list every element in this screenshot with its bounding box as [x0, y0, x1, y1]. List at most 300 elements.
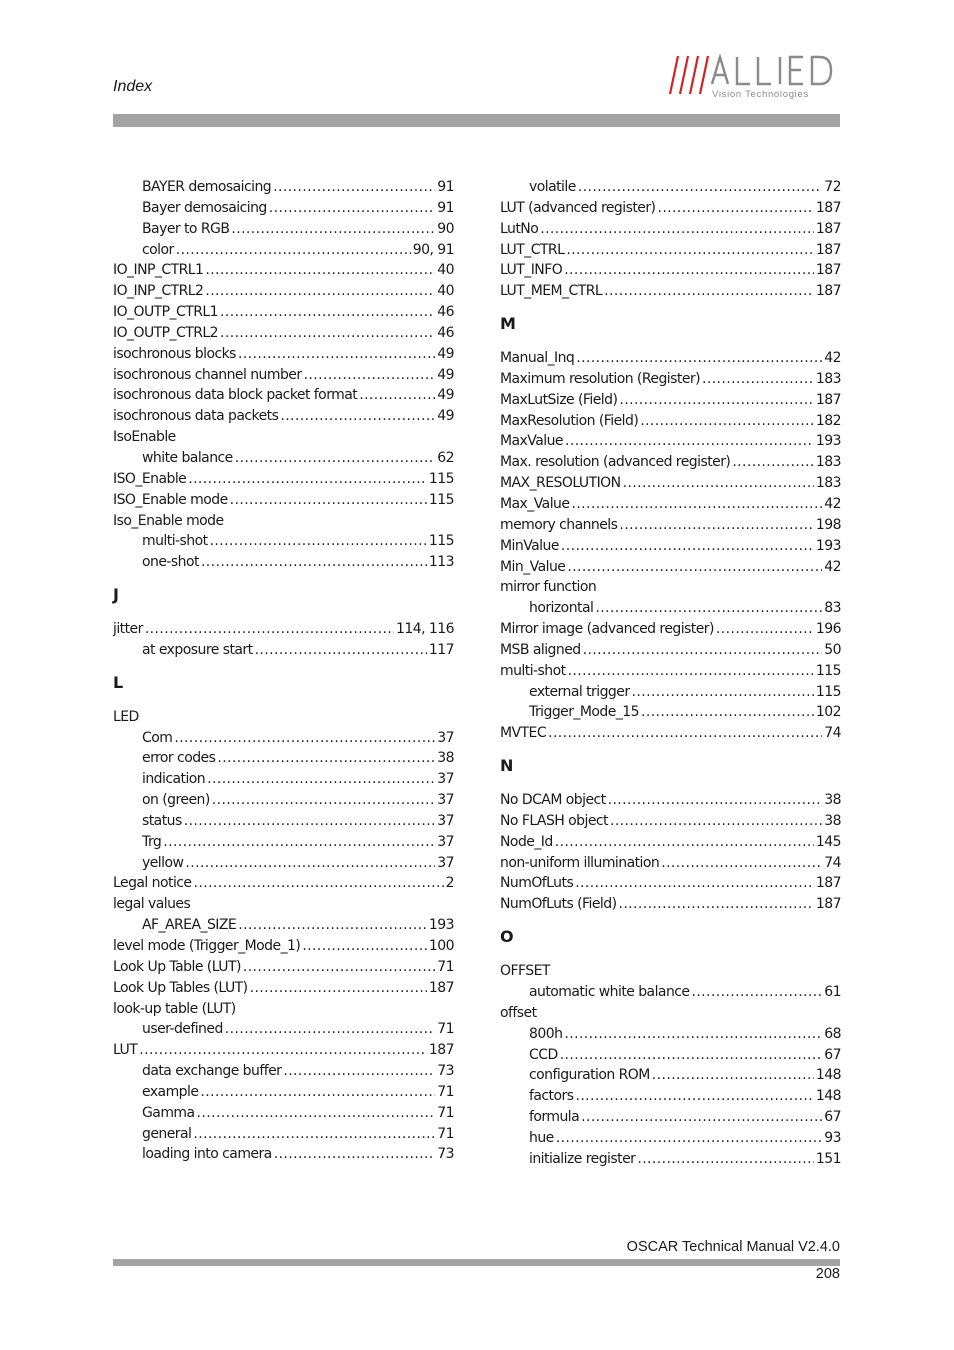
page-number: 208 [815, 1266, 840, 1282]
index-term: jitter [113, 621, 143, 638]
index-subentry [113, 1061, 454, 1082]
index-entry [500, 894, 841, 915]
page-reference-link[interactable]: 183 [815, 370, 841, 387]
dot-leader [220, 323, 435, 344]
page-reference-link[interactable]: 49 [437, 387, 454, 404]
running-header: Index [113, 78, 153, 95]
page-reference-link[interactable]: 90, 91 [412, 241, 454, 258]
index-term: formula [529, 1109, 580, 1126]
index-letter-heading: L [113, 672, 124, 692]
dot-leader [556, 1128, 823, 1149]
dot-leader [575, 1086, 813, 1107]
page-reference-link[interactable]: 193 [428, 917, 454, 934]
page-reference-link[interactable]: 46 [437, 324, 454, 341]
index-term: level mode (Trigger_Mode_1) [113, 938, 301, 954]
index-letter-heading: N [500, 756, 514, 776]
page-reference-link[interactable]: 74 [824, 725, 841, 742]
page-reference-link[interactable]: 72 [824, 179, 841, 195]
index-term: indication [142, 771, 206, 788]
index-entry [500, 619, 841, 640]
index-entry [500, 790, 841, 811]
page-reference-link[interactable]: 183 [815, 475, 841, 492]
index-term: isochronous data block packet format [113, 387, 358, 404]
index-entry [500, 494, 841, 515]
index-term: Bayer to RGB [142, 220, 230, 237]
dot-leader [576, 348, 822, 369]
dot-leader [255, 640, 427, 661]
page-reference-link[interactable]: 187 [815, 220, 841, 237]
index-subentry [113, 853, 454, 874]
page-reference-link[interactable]: 93 [824, 1129, 841, 1146]
index-term: error codes [142, 750, 216, 767]
dot-leader [176, 240, 411, 261]
index-entry [500, 873, 841, 894]
dot-leader [217, 748, 435, 769]
index-subentry [500, 1045, 841, 1066]
allied-logo [668, 54, 844, 102]
index-term: MaxResolution (Field) [500, 412, 639, 429]
index-subentry [113, 552, 454, 573]
page-reference-link[interactable]: 42 [824, 350, 841, 367]
page-reference-link[interactable]: 115 [815, 662, 841, 679]
page-reference-link[interactable]: 61 [824, 984, 841, 1000]
page-reference-link[interactable]: 37 [437, 833, 454, 850]
index-subentry [113, 531, 454, 552]
index-entry [113, 385, 454, 406]
index-entry [113, 469, 454, 490]
page-reference-link[interactable]: 49 [437, 366, 454, 383]
index-term: Iso_Enable mode [113, 512, 224, 529]
index-term: Max. resolution (advanced register) [500, 454, 731, 471]
index-term: mirror function [500, 579, 597, 596]
index-term: LUT [113, 1042, 138, 1059]
index-term: LED [113, 708, 139, 725]
index-term: on (green) [142, 792, 210, 809]
index-term: ISO_Enable mode [113, 491, 228, 508]
dot-leader [243, 957, 435, 978]
index-term: LUT_CTRL [500, 241, 565, 258]
page-reference-link[interactable]: 115 [428, 533, 454, 550]
index-entry [500, 348, 841, 369]
dot-leader [540, 219, 814, 240]
page-reference-link[interactable]: 187 [428, 979, 454, 996]
dot-leader [174, 728, 435, 749]
index-subentry [500, 682, 841, 703]
index-subentry [500, 1024, 841, 1045]
index-entry [500, 219, 841, 240]
dot-leader [555, 832, 814, 853]
index-term: OFFSET [500, 963, 550, 980]
dot-leader [637, 1149, 814, 1170]
index-term: example [142, 1083, 199, 1100]
dot-leader [145, 619, 394, 640]
dot-leader [604, 281, 814, 302]
index-entry [113, 707, 454, 728]
index-term: hue [529, 1129, 554, 1146]
index-entry [500, 640, 841, 661]
index-entry [500, 811, 841, 832]
index-subentry [113, 1124, 454, 1145]
index-term: MaxLutSize (Field) [500, 391, 618, 408]
dot-leader [641, 702, 814, 723]
index-entry [113, 957, 454, 978]
dot-leader [280, 406, 435, 427]
page-reference-link[interactable]: 49 [437, 345, 454, 362]
index-term: LUT (advanced register) [500, 199, 656, 216]
index-subentry [113, 832, 454, 853]
dot-leader [235, 448, 436, 469]
index-term: factors [529, 1088, 574, 1105]
page-reference-link[interactable]: 73 [437, 1063, 454, 1080]
page-reference-link[interactable]: 114, 116 [396, 621, 454, 638]
index-letter-heading: J [113, 585, 119, 605]
index-entry [500, 1003, 841, 1024]
page-reference-link[interactable]: 187 [815, 896, 841, 913]
index-entry [113, 281, 454, 302]
index-term: IsoEnable [113, 429, 176, 446]
index-term: memory channels [500, 516, 618, 533]
page-reference-link[interactable]: 67 [824, 1109, 841, 1126]
index-term: CCD [529, 1046, 558, 1063]
index-term: Bayer demosaicing [142, 199, 267, 216]
index-subentry [500, 982, 841, 1003]
index-subentry [113, 198, 454, 219]
dot-leader [618, 894, 813, 915]
index-entry [500, 260, 841, 281]
index-entry [500, 411, 841, 432]
dot-leader [623, 473, 814, 494]
index-term: isochronous data packets [113, 408, 279, 425]
page-reference-link[interactable]: 196 [815, 621, 841, 638]
index-entry [500, 281, 841, 302]
dot-leader [304, 365, 436, 386]
index-term: No DCAM object [500, 792, 606, 809]
index-term: white balance [142, 449, 233, 466]
dot-leader [583, 640, 823, 661]
index-term: automatic white balance [529, 984, 690, 1000]
dot-leader [193, 1124, 435, 1145]
index-term: at exposure start [142, 641, 253, 658]
index-term: volatile [529, 179, 576, 195]
page-reference-link[interactable]: 187 [815, 283, 841, 300]
page-reference-link[interactable]: 193 [815, 537, 841, 554]
index-entry [113, 936, 454, 957]
dot-leader [205, 281, 435, 302]
index-term: NumOfLuts (Field) [500, 896, 617, 913]
dot-leader [581, 1107, 822, 1128]
index-subentry [113, 640, 454, 661]
dot-leader [565, 431, 814, 452]
dot-leader [238, 344, 435, 365]
index-term: AF_AREA_SIZE [142, 917, 237, 934]
index-term: Com [142, 729, 173, 746]
index-subentry [113, 790, 454, 811]
dot-leader [269, 198, 436, 219]
dot-leader [716, 619, 814, 640]
index-entry [113, 427, 454, 448]
page-reference-link[interactable]: 50 [824, 641, 841, 658]
index-subentry [113, 1103, 454, 1124]
index-term: status [142, 812, 182, 829]
index-term: LUT_INFO [500, 262, 563, 279]
index-term: MAX_RESOLUTION [500, 475, 621, 492]
page-reference-link[interactable]: 187 [428, 1042, 454, 1059]
dot-leader [238, 915, 427, 936]
page-reference-link[interactable]: 117 [428, 641, 454, 658]
dot-leader [184, 811, 436, 832]
page-reference-link[interactable]: 102 [815, 704, 841, 721]
dot-leader [200, 1082, 435, 1103]
index-entry [113, 365, 454, 386]
page-reference-link[interactable]: 193 [815, 433, 841, 450]
index-term: multi-shot [142, 533, 208, 550]
dot-leader [194, 873, 444, 894]
dot-leader [274, 1144, 436, 1165]
index-subentry [113, 177, 454, 198]
dot-leader [359, 385, 435, 406]
index-term: multi-shot [500, 662, 566, 679]
index-subentry [113, 1019, 454, 1040]
index-term: isochronous blocks [113, 345, 236, 362]
page-reference-link[interactable]: 37 [437, 771, 454, 788]
index-subentry [113, 240, 454, 261]
page-reference-link[interactable]: 37 [437, 812, 454, 829]
index-term: one-shot [142, 554, 199, 571]
page-reference-link[interactable]: 71 [437, 1104, 454, 1121]
dot-leader [657, 198, 813, 219]
index-entry [113, 999, 454, 1020]
page-reference-link[interactable]: 40 [437, 283, 454, 300]
index-entry [500, 240, 841, 261]
page-reference-link[interactable]: 115 [428, 470, 454, 487]
page-reference-link[interactable]: 151 [815, 1150, 841, 1167]
index-term: No FLASH object [500, 812, 608, 829]
page-reference-link[interactable]: 113 [428, 554, 454, 571]
page-reference-link[interactable]: 62 [437, 449, 454, 466]
page-reference-link[interactable]: 74 [824, 854, 841, 871]
dot-leader [283, 1061, 435, 1082]
index-entry [500, 198, 841, 219]
dot-leader [205, 260, 435, 281]
index-column-left [113, 177, 454, 1165]
page-reference-link[interactable]: 91 [437, 179, 454, 195]
page-reference-link[interactable]: 187 [815, 241, 841, 258]
page-reference-link[interactable]: 148 [815, 1088, 841, 1105]
index-entry [113, 619, 454, 640]
index-term: 800h [529, 1025, 563, 1042]
page-reference-link[interactable]: 38 [824, 812, 841, 829]
index-term: Node_Id [500, 833, 553, 850]
page-reference-link[interactable]: 90 [437, 220, 454, 237]
index-term: offset [500, 1004, 537, 1021]
index-term: general [142, 1125, 192, 1142]
dot-leader [548, 723, 822, 744]
index-entry [500, 557, 841, 578]
page-reference-link[interactable]: 38 [824, 792, 841, 809]
page-reference-link[interactable]: 38 [437, 750, 454, 767]
index-term: MSB aligned [500, 641, 581, 658]
dot-leader [212, 790, 436, 811]
page-reference-link[interactable]: 187 [815, 875, 841, 892]
index-entry [500, 473, 841, 494]
page-reference-link[interactable]: 100 [428, 938, 454, 954]
dot-leader [273, 177, 435, 198]
index-term: MVTEC [500, 725, 547, 742]
page-reference-link[interactable]: 71 [437, 1021, 454, 1038]
index-term: horizontal [529, 600, 594, 617]
index-term: Trigger_Mode_15 [529, 704, 639, 721]
index-subentry [500, 1149, 841, 1170]
index-term: external trigger [529, 683, 630, 700]
index-entry [500, 390, 841, 411]
dot-leader [302, 936, 427, 957]
index-entry [500, 452, 841, 473]
index-letter-heading: M [500, 314, 516, 334]
index-term: data exchange buffer [142, 1063, 282, 1080]
index-entry [113, 894, 454, 915]
dot-leader [575, 873, 814, 894]
dot-leader [250, 978, 427, 999]
dot-leader [188, 469, 427, 490]
page-reference-link[interactable]: 148 [815, 1067, 841, 1084]
dot-leader [619, 515, 814, 536]
index-term: Mirror image (advanced register) [500, 621, 714, 638]
page-reference-link[interactable]: 73 [437, 1146, 454, 1163]
index-entry [113, 511, 454, 532]
index-entry [500, 431, 841, 452]
index-subentry [113, 448, 454, 469]
index-subentry [113, 915, 454, 936]
dot-leader [640, 411, 814, 432]
index-term: configuration ROM [529, 1067, 650, 1084]
dot-leader [732, 452, 814, 473]
index-entry [500, 723, 841, 744]
index-term: ISO_Enable [113, 470, 187, 487]
page-reference-link[interactable]: 49 [437, 408, 454, 425]
index-term: non-uniform illumination [500, 854, 660, 871]
page-reference-link[interactable]: 183 [815, 454, 841, 471]
dot-leader [632, 682, 814, 703]
index-entry [500, 832, 841, 853]
index-term: MaxValue [500, 433, 563, 450]
index-subentry [113, 748, 454, 769]
dot-leader [220, 302, 435, 323]
index-entry [113, 406, 454, 427]
dot-leader [610, 811, 822, 832]
page-reference-link[interactable]: 37 [437, 792, 454, 809]
dot-leader [619, 390, 814, 411]
index-entry [113, 1040, 454, 1061]
index-term: loading into camera [142, 1146, 272, 1163]
dot-leader [567, 557, 822, 578]
page-reference-link[interactable]: 40 [437, 262, 454, 279]
footer-document-title: OSCAR Technical Manual V2.4.0 [626, 1239, 840, 1255]
dot-leader [564, 1024, 822, 1045]
index-entry [500, 369, 841, 390]
page-reference-link[interactable]: 83 [824, 600, 841, 617]
index-term: IO_INP_CTRL2 [113, 283, 204, 300]
page-reference-link[interactable]: 187 [815, 262, 841, 279]
dot-leader [210, 531, 427, 552]
page-reference-link[interactable]: 91 [437, 199, 454, 216]
index-term: Max_Value [500, 495, 570, 512]
dot-leader [230, 490, 427, 511]
index-entry [113, 260, 454, 281]
index-term: LUT_MEM_CTRL [500, 283, 603, 300]
index-term: Min_Value [500, 558, 566, 575]
index-term: initialize register [529, 1150, 636, 1167]
index-subentry [500, 1128, 841, 1149]
page-reference-link[interactable]: 145 [815, 833, 841, 850]
index-entry [113, 978, 454, 999]
index-subentry [113, 1082, 454, 1103]
dot-leader [207, 769, 435, 790]
index-term: Look Up Tables (LUT) [113, 979, 248, 996]
dot-leader [139, 1040, 427, 1061]
page-reference-link[interactable]: 2 [445, 875, 454, 892]
index-entry [500, 515, 841, 536]
page-reference-link[interactable]: 198 [815, 516, 841, 533]
index-entry [500, 577, 841, 598]
page-reference-link[interactable]: 67 [824, 1046, 841, 1063]
index-term: Legal notice [113, 875, 192, 892]
index-column-right [500, 177, 841, 1170]
index-term: IO_INP_CTRL1 [113, 262, 204, 279]
dot-leader [201, 552, 427, 573]
dot-leader [185, 853, 435, 874]
dot-leader [571, 494, 822, 515]
dot-leader [225, 1019, 435, 1040]
page-reference-link[interactable]: 71 [437, 1083, 454, 1100]
page-reference-link[interactable]: 187 [815, 391, 841, 408]
page-reference-link[interactable]: 187 [815, 199, 841, 216]
page-reference-link[interactable]: 71 [437, 958, 454, 975]
dot-leader [561, 536, 814, 557]
page-reference-link[interactable]: 42 [824, 495, 841, 512]
page-reference-link[interactable]: 46 [437, 304, 454, 321]
index-entry [113, 490, 454, 511]
index-subentry [113, 728, 454, 749]
index-term: Manual_Inq [500, 350, 575, 367]
index-term: legal values [113, 896, 191, 913]
dot-leader [568, 661, 814, 682]
dot-leader [702, 369, 814, 390]
page-reference-link[interactable]: 37 [437, 854, 454, 871]
page-reference-link[interactable]: 71 [437, 1125, 454, 1142]
page-reference-link[interactable]: 115 [815, 683, 841, 700]
page-reference-link[interactable]: 68 [824, 1025, 841, 1042]
dot-leader [595, 598, 822, 619]
index-term: IO_OUTP_CTRL1 [113, 304, 219, 321]
index-entry [113, 323, 454, 344]
index-subentry [500, 177, 841, 198]
page-reference-link[interactable]: 42 [824, 558, 841, 575]
index-subentry [113, 811, 454, 832]
index-subentry [113, 769, 454, 790]
page-reference-link[interactable]: 37 [437, 729, 454, 746]
index-term: Maximum resolution (Register) [500, 370, 700, 387]
index-subentry [500, 1107, 841, 1128]
index-term: isochronous channel number [113, 366, 302, 383]
page-reference-link[interactable]: 182 [815, 412, 841, 429]
page-reference-link[interactable]: 115 [428, 491, 454, 508]
index-subentry [500, 598, 841, 619]
index-entry [113, 344, 454, 365]
dot-leader [661, 853, 822, 874]
index-term: yellow [142, 854, 184, 871]
dot-leader [691, 982, 822, 1003]
logo-tagline: Vision Technologies [712, 89, 809, 100]
